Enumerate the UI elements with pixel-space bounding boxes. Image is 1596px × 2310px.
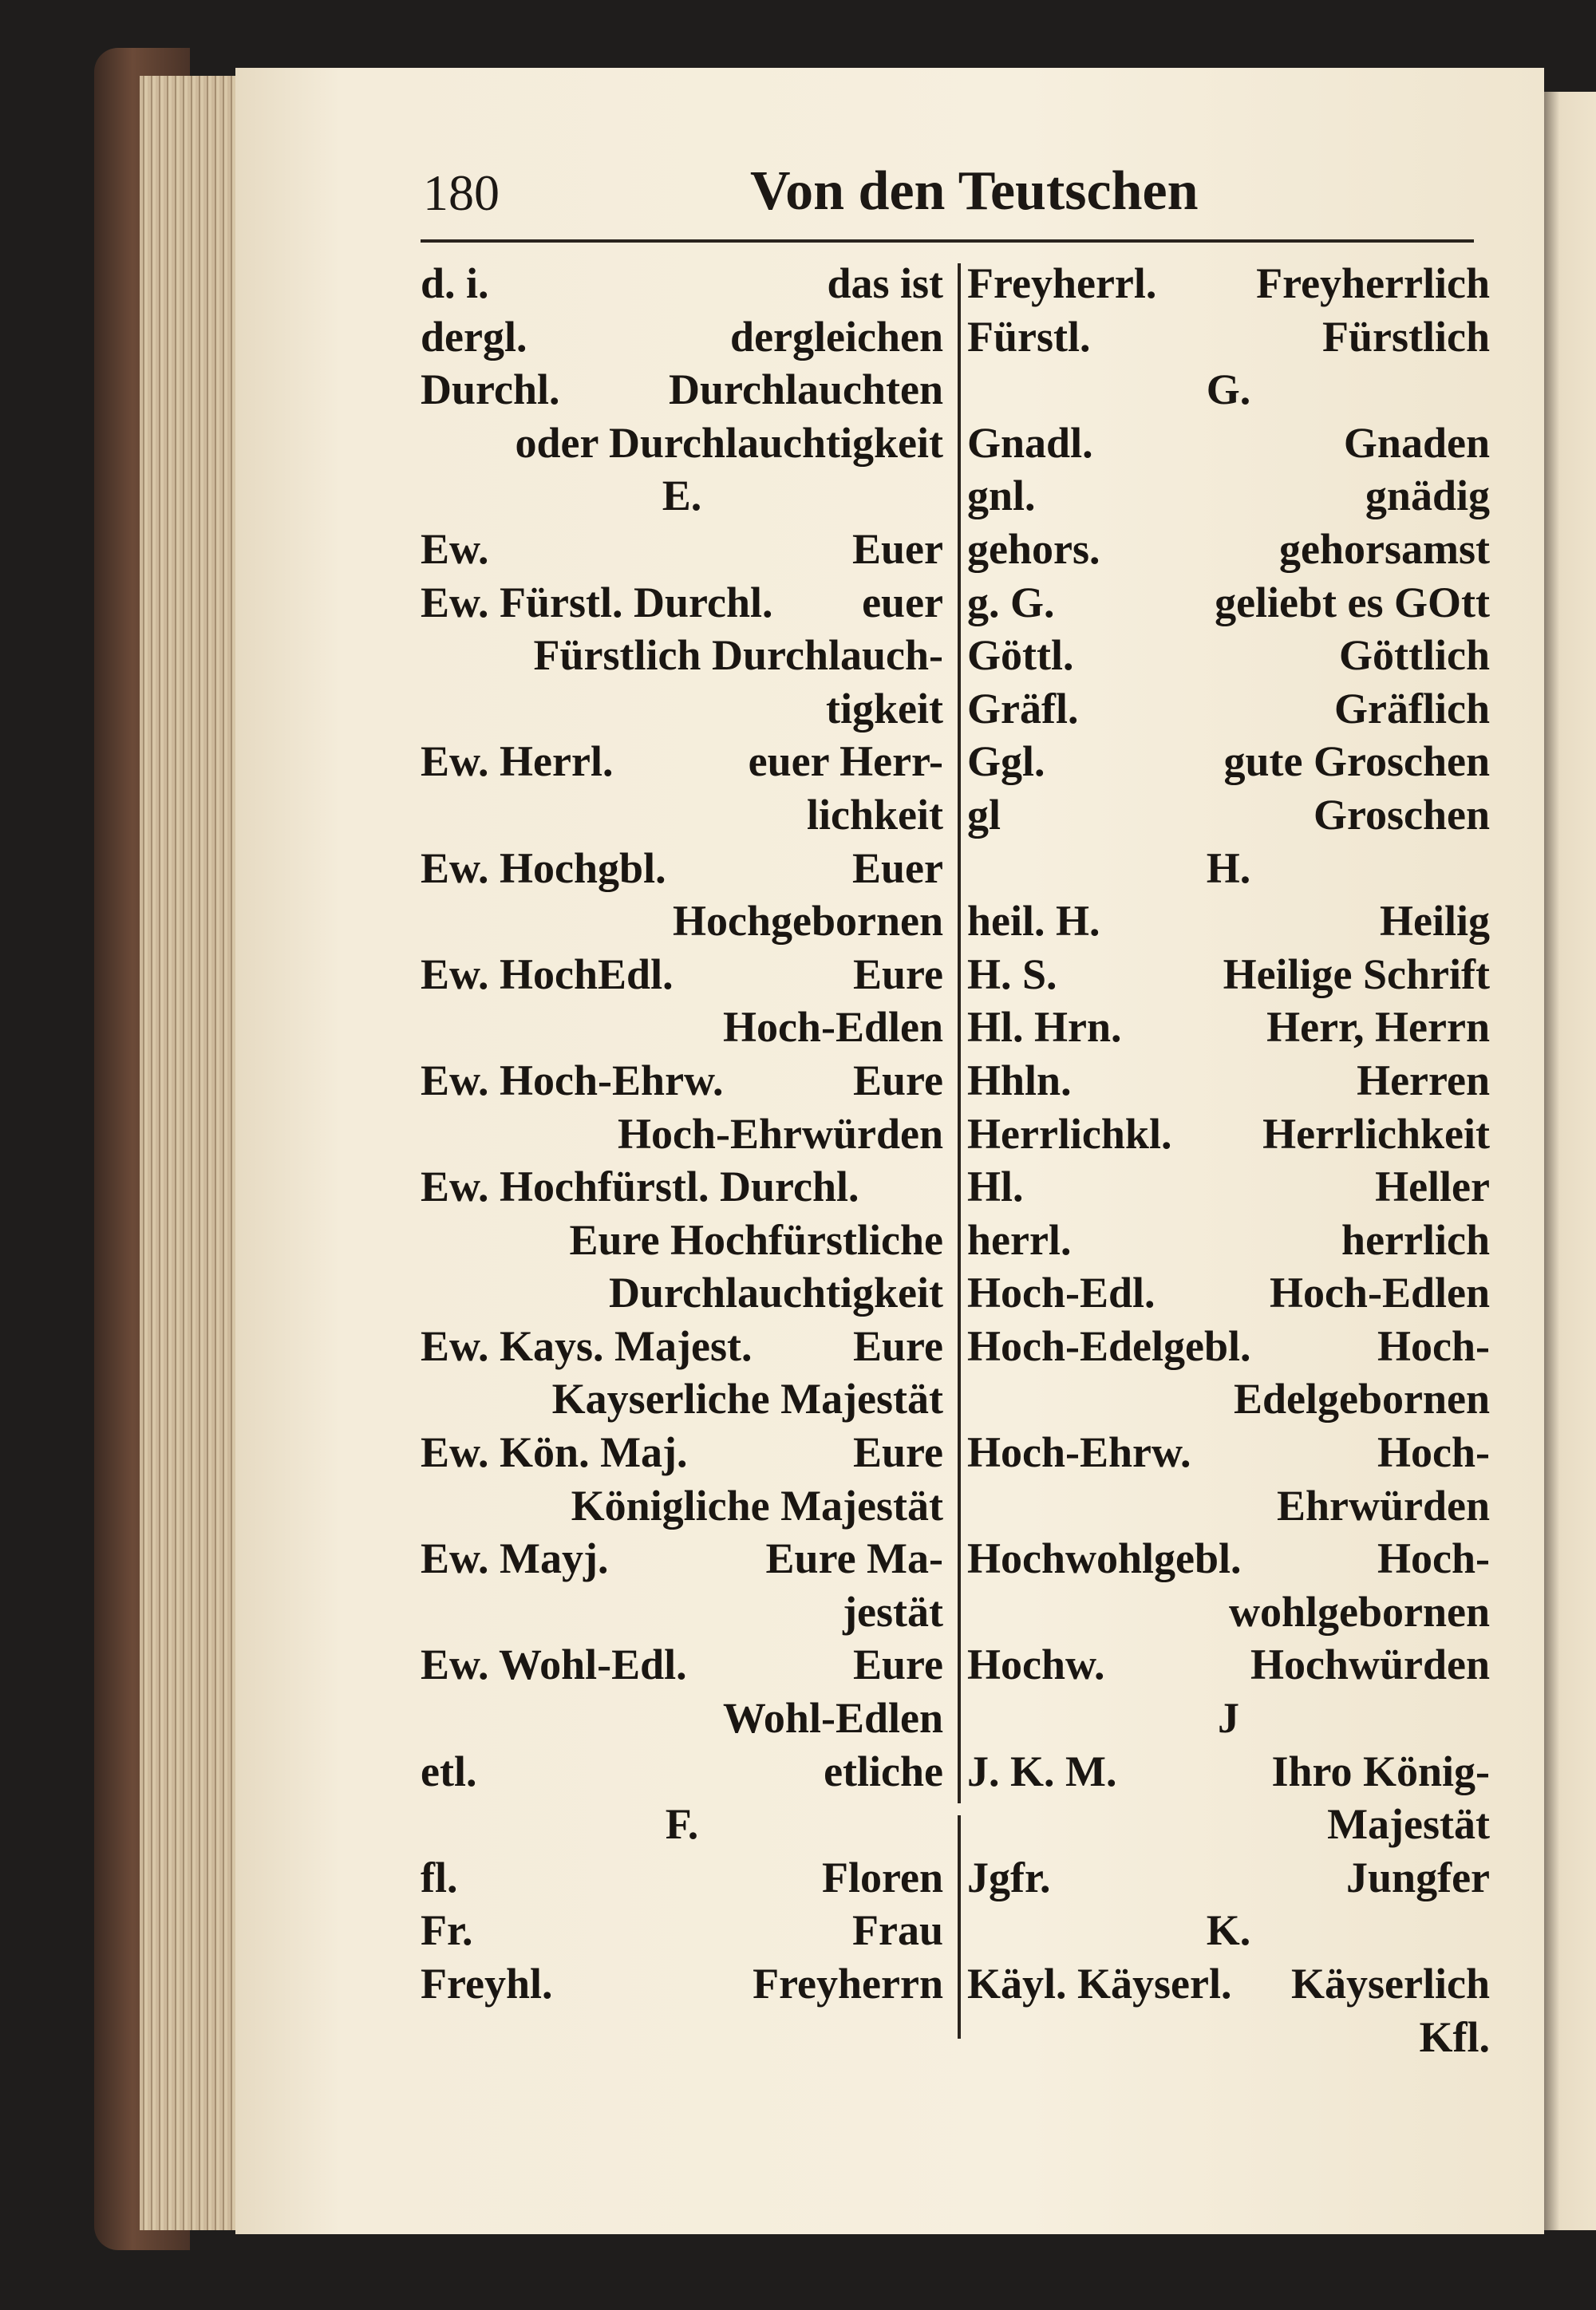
expansion: geliebt es GOtt bbox=[1215, 578, 1490, 626]
section-letter bbox=[967, 1692, 1490, 1745]
page-edges bbox=[140, 76, 239, 2230]
abbreviation: Hoch-Edl. bbox=[967, 1269, 1156, 1317]
abbreviation-entry bbox=[967, 1266, 1490, 1320]
expansion: Eure bbox=[852, 1056, 943, 1104]
entry-continuation bbox=[421, 1108, 943, 1161]
abbreviation-entry bbox=[967, 1851, 1490, 1905]
expansion: Hoch- bbox=[1377, 1534, 1490, 1583]
abbreviation: Fürstl. bbox=[967, 312, 1091, 361]
column-divider bbox=[958, 1815, 961, 2039]
expansion-text: tigkeit bbox=[826, 684, 943, 732]
abbreviation: fl. bbox=[421, 1853, 458, 1901]
expansion-text: oder Durchlauchtigkeit bbox=[515, 418, 943, 467]
expansion: Euer bbox=[852, 524, 943, 573]
section-letter bbox=[421, 1798, 943, 1851]
expansion: Eure bbox=[852, 950, 943, 998]
expansion: Hoch- bbox=[1377, 1321, 1490, 1370]
abbreviation-entry bbox=[421, 363, 943, 417]
expansion: Hochwürden bbox=[1250, 1641, 1490, 1689]
expansion: Heilig bbox=[1380, 897, 1490, 946]
entry-continuation bbox=[967, 1798, 1490, 1851]
entry-continuation bbox=[967, 2011, 1490, 2064]
abbreviation: gl bbox=[967, 790, 1001, 839]
abbreviation: Hoch-Edelgebl. bbox=[967, 1321, 1251, 1370]
abbreviation: dergl. bbox=[421, 312, 527, 361]
section-letter bbox=[421, 469, 943, 523]
abbreviation: Göttl. bbox=[967, 631, 1074, 680]
abbreviation-entry bbox=[421, 310, 943, 364]
entry-continuation bbox=[967, 1585, 1490, 1639]
expansion: Ihro König- bbox=[1271, 1747, 1490, 1795]
expansion-text: Fürstlich Durchlauch- bbox=[533, 631, 943, 680]
expansion: Gräflich bbox=[1334, 684, 1490, 732]
expansion-text: Edelgebornen bbox=[1233, 1375, 1490, 1424]
abbreviation-entry bbox=[967, 682, 1490, 736]
abbreviation: Ew. Herrl. bbox=[421, 737, 614, 786]
expansion: Gnaden bbox=[1343, 418, 1490, 467]
right-column bbox=[967, 257, 1490, 2063]
expansion-text: Durchlauchtigkeit bbox=[608, 1269, 943, 1317]
abbreviation: Hochw. bbox=[967, 1641, 1105, 1689]
expansion: Hoch- bbox=[1377, 1428, 1490, 1477]
abbreviation: Ew. Hochgbl. bbox=[421, 843, 666, 892]
expansion: Frau bbox=[852, 1906, 943, 1955]
expansion-text: Königliche Majestät bbox=[571, 1481, 943, 1530]
expansion-text: lichkeit bbox=[807, 790, 943, 839]
expansion: Euer bbox=[852, 843, 943, 892]
expansion: etliche bbox=[824, 1747, 943, 1795]
abbreviation: d. i. bbox=[421, 259, 489, 307]
abbreviation: gehors. bbox=[967, 524, 1100, 573]
abbreviation-entry bbox=[967, 1426, 1490, 1479]
expansion-text: wohlgebornen bbox=[1228, 1587, 1490, 1636]
abbreviation-entry bbox=[967, 948, 1490, 1001]
abbreviation-entry bbox=[421, 523, 943, 576]
expansion: Göttlich bbox=[1339, 631, 1490, 680]
expansion-text: jestät bbox=[843, 1587, 943, 1636]
abbreviation-entry bbox=[967, 1745, 1490, 1799]
abbreviation-entry bbox=[421, 1638, 943, 1692]
entry-continuation bbox=[421, 894, 943, 948]
entry-continuation bbox=[421, 1585, 943, 1639]
section-heading: G. bbox=[1206, 365, 1251, 414]
abbreviation-entry bbox=[421, 1532, 943, 1585]
abbreviation-entry bbox=[421, 948, 943, 1001]
expansion: gute Groschen bbox=[1223, 737, 1490, 786]
abbreviation: J. K. M. bbox=[967, 1747, 1117, 1795]
abbreviation-entry bbox=[421, 842, 943, 895]
abbreviation: H. S. bbox=[967, 950, 1057, 998]
abbreviation: Ew. HochEdl. bbox=[421, 950, 674, 998]
abbreviation-entry bbox=[967, 310, 1490, 364]
expansion-text: Kfl. bbox=[1419, 2012, 1490, 2061]
entry-continuation bbox=[421, 1372, 943, 1426]
abbreviation: Ggl. bbox=[967, 737, 1045, 786]
abbreviation-entry bbox=[967, 735, 1490, 788]
abbreviation: Ew. Fürstl. Durchl. bbox=[421, 578, 773, 626]
abbreviation: etl. bbox=[421, 1747, 477, 1795]
abbreviation: gnl. bbox=[967, 472, 1036, 520]
abbreviation-entry bbox=[421, 1320, 943, 1373]
expansion: Heller bbox=[1375, 1163, 1490, 1211]
abbreviation: Käyl. Käyserl. bbox=[967, 1960, 1232, 2008]
abbreviation: Freyhl. bbox=[421, 1960, 553, 2008]
abbreviation-entry bbox=[967, 576, 1490, 630]
entry-continuation bbox=[421, 682, 943, 736]
abbreviation-entry bbox=[421, 1160, 943, 1214]
abbreviation-entry bbox=[421, 1426, 943, 1479]
expansion: dergleichen bbox=[730, 312, 943, 361]
expansion: euer Herr- bbox=[748, 737, 943, 786]
expansion-text: Hochgebornen bbox=[672, 897, 943, 946]
section-letter bbox=[967, 363, 1490, 417]
expansion: Eure bbox=[852, 1641, 943, 1689]
expansion: Heilige Schrift bbox=[1223, 950, 1490, 998]
abbreviation: Ew. Wohl-Edl. bbox=[421, 1641, 687, 1689]
abbreviation: Ew. Mayj. bbox=[421, 1534, 609, 1583]
left-column bbox=[421, 257, 943, 2011]
expansion: euer bbox=[862, 578, 943, 626]
section-letter bbox=[967, 1904, 1490, 1957]
abbreviation: Ew. Hochfürstl. Durchl. bbox=[421, 1163, 859, 1211]
entry-continuation bbox=[421, 1266, 943, 1320]
entry-continuation bbox=[421, 629, 943, 682]
expansion: Floren bbox=[822, 1853, 943, 1901]
entry-continuation bbox=[421, 1214, 943, 1267]
abbreviation-entry bbox=[421, 735, 943, 788]
expansion: Jungfer bbox=[1346, 1853, 1490, 1901]
abbreviation: Ew. Kön. Maj. bbox=[421, 1428, 688, 1477]
section-heading: J bbox=[1218, 1694, 1239, 1743]
section-heading: H. bbox=[1206, 843, 1251, 892]
abbreviation: Gnadl. bbox=[967, 418, 1093, 467]
abbreviation: heil. H. bbox=[967, 897, 1100, 946]
expansion-text: Majestät bbox=[1327, 1800, 1490, 1849]
abbreviation: Ew. Kays. Majest. bbox=[421, 1321, 753, 1370]
entry-continuation bbox=[421, 788, 943, 842]
abbreviation-entry bbox=[421, 576, 943, 630]
abbreviation-entry bbox=[967, 417, 1490, 470]
abbreviation-entry bbox=[967, 1957, 1490, 2011]
abbreviation-entry bbox=[967, 1532, 1490, 1585]
abbreviation: Durchl. bbox=[421, 365, 560, 414]
section-heading: E. bbox=[662, 472, 702, 520]
header-rule bbox=[421, 239, 1474, 243]
abbreviation: Fr. bbox=[421, 1906, 473, 1955]
abbreviation-entry bbox=[967, 629, 1490, 682]
abbreviation: Hl. bbox=[967, 1163, 1024, 1211]
abbreviation-entry bbox=[967, 1001, 1490, 1054]
expansion-text: Kayserliche Majestät bbox=[551, 1375, 943, 1424]
entry-continuation bbox=[967, 1372, 1490, 1426]
column-divider bbox=[958, 263, 961, 1803]
expansion: Durchlauchten bbox=[668, 365, 943, 414]
section-letter bbox=[967, 842, 1490, 895]
expansion-text: Wohl-Edlen bbox=[722, 1694, 943, 1743]
abbreviation: Ew. Hoch-Ehrw. bbox=[421, 1056, 724, 1104]
section-heading: K. bbox=[1206, 1906, 1251, 1955]
expansion: Eure bbox=[852, 1428, 943, 1477]
abbreviation-entry bbox=[967, 1638, 1490, 1692]
abbreviation-entry bbox=[967, 523, 1490, 576]
expansion: Groschen bbox=[1313, 790, 1490, 839]
expansion: das ist bbox=[827, 259, 943, 307]
section-heading: F. bbox=[665, 1800, 699, 1849]
abbreviation-entry bbox=[421, 257, 943, 310]
expansion: Eure bbox=[852, 1321, 943, 1370]
abbreviation-entry bbox=[967, 1320, 1490, 1373]
abbreviation: Gräfl. bbox=[967, 684, 1079, 732]
page-number: 180 bbox=[423, 164, 500, 221]
running-title: Von den Teutschen bbox=[750, 160, 1199, 222]
abbreviation-entry bbox=[421, 1054, 943, 1108]
abbreviation-entry bbox=[967, 1108, 1490, 1161]
abbreviation-entry bbox=[967, 469, 1490, 523]
abbreviation-entry bbox=[421, 1745, 943, 1799]
entry-continuation bbox=[421, 1479, 943, 1533]
abbreviation: Ew. bbox=[421, 524, 489, 573]
expansion: Herrlichkeit bbox=[1262, 1109, 1490, 1158]
expansion: Freyherrn bbox=[753, 1960, 943, 2008]
expansion: Hoch-Edlen bbox=[1269, 1269, 1490, 1317]
expansion: gnädig bbox=[1365, 472, 1490, 520]
abbreviation: Freyherrl. bbox=[967, 259, 1157, 307]
entry-continuation bbox=[421, 417, 943, 470]
expansion: Herren bbox=[1357, 1056, 1490, 1104]
expansion-text: Eure Hochfürstliche bbox=[569, 1215, 943, 1264]
abbreviation: Hl. Hrn. bbox=[967, 1003, 1122, 1052]
abbreviation-entry bbox=[967, 1054, 1490, 1108]
abbreviation: g. G. bbox=[967, 578, 1055, 626]
abbreviation: herrl. bbox=[967, 1215, 1072, 1264]
abbreviation-entry bbox=[967, 1214, 1490, 1267]
abbreviation: Herrlichkl. bbox=[967, 1109, 1172, 1158]
abbreviation-entry bbox=[967, 1160, 1490, 1214]
abbreviation-entry bbox=[421, 1904, 943, 1957]
expansion: Freyherrlich bbox=[1256, 259, 1490, 307]
expansion: herrlich bbox=[1341, 1215, 1490, 1264]
abbreviation-entry bbox=[967, 788, 1490, 842]
abbreviation-entry bbox=[421, 1851, 943, 1905]
expansion: Eure Ma- bbox=[765, 1534, 943, 1583]
abbreviation-entry bbox=[967, 894, 1490, 948]
abbreviation: Jgfr. bbox=[967, 1853, 1051, 1901]
abbreviation: Hochwohlgebl. bbox=[967, 1534, 1242, 1583]
expansion: gehorsamst bbox=[1279, 524, 1490, 573]
expansion: Käyserlich bbox=[1291, 1960, 1490, 2008]
entry-continuation bbox=[967, 1479, 1490, 1533]
abbreviation-entry bbox=[967, 257, 1490, 310]
entry-continuation bbox=[421, 1692, 943, 1745]
entry-continuation bbox=[421, 1001, 943, 1054]
abbreviation: Hoch-Ehrw. bbox=[967, 1428, 1191, 1477]
facing-page bbox=[1544, 92, 1596, 2230]
expansion-text: Hoch-Ehrwürden bbox=[617, 1109, 943, 1158]
expansion-text: Ehrwürden bbox=[1276, 1481, 1490, 1530]
abbreviation-entry bbox=[421, 1957, 943, 2011]
abbreviation: Hhln. bbox=[967, 1056, 1072, 1104]
expansion-text: Hoch-Edlen bbox=[722, 1003, 943, 1052]
expansion: Herr, Herrn bbox=[1266, 1003, 1490, 1052]
expansion: Fürstlich bbox=[1322, 312, 1490, 361]
